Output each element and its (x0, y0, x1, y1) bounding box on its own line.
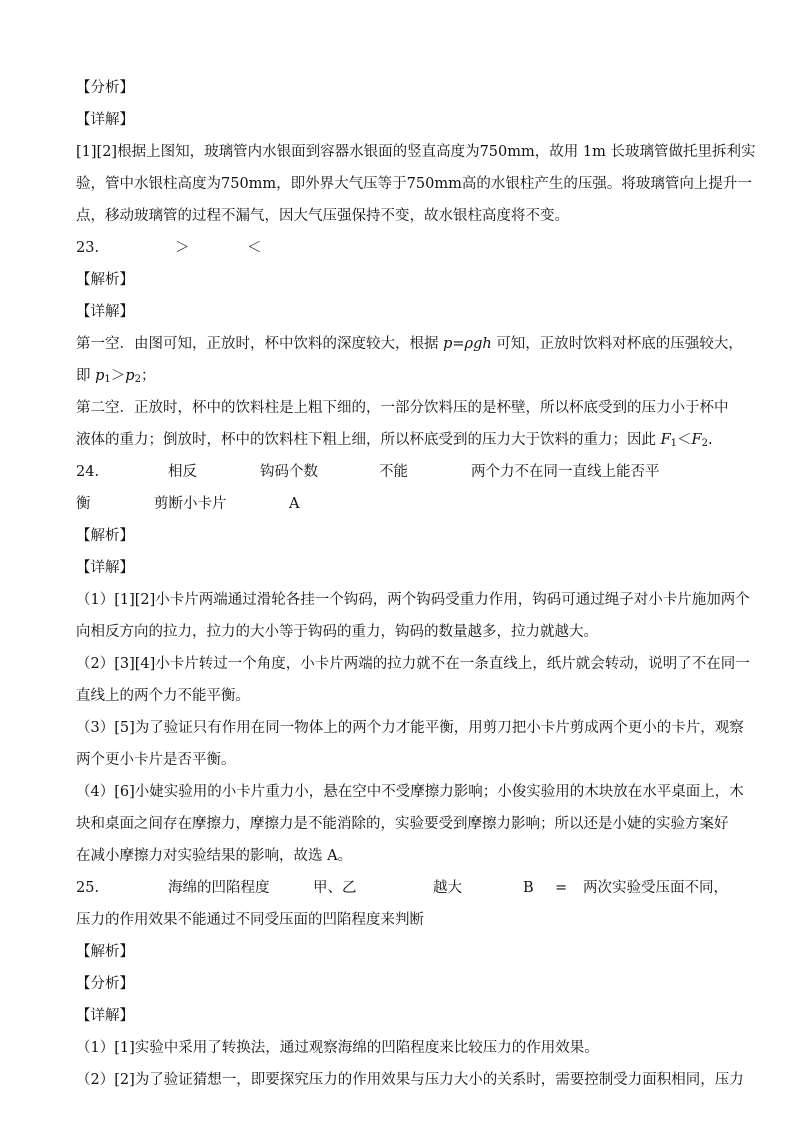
line-text: 第一空．由图可知，正放时，杯中饮料的深度较大，根据 (76, 336, 444, 352)
paragraph-line (76, 718, 744, 738)
section-heading-analysis (76, 974, 728, 994)
answer-blank: 衡 (76, 496, 91, 512)
subscript: 1 (670, 438, 678, 449)
paragraph-line (76, 846, 728, 866)
answer-blank: 越大 (433, 880, 462, 896)
line-text: （3）[5]为了验证只有作用在同一物体上的两个力才能平衡，用剪刀把小卡片剪成两个更小的卡片，观察 (76, 720, 744, 736)
subscript: 2 (134, 374, 141, 385)
line-text: ； (140, 368, 156, 384)
answer-blank: 钩码个数 (260, 464, 318, 480)
section-heading-analysis (76, 78, 728, 98)
answer-blank: 海绵的凹陷程度 (168, 880, 270, 896)
paragraph-line (76, 398, 728, 418)
line-text: 【详解】 (76, 560, 134, 576)
section-heading-solution (76, 270, 728, 290)
paragraph-line (76, 1070, 744, 1090)
answer-line-24-cont (76, 494, 728, 514)
answer-blank: A (289, 496, 300, 512)
answer-blank: 相反 (168, 464, 197, 480)
paragraph-line (76, 1038, 728, 1058)
paragraph-line (76, 750, 728, 770)
paragraph-line (76, 174, 752, 194)
section-heading-detail (76, 110, 728, 130)
answer-blank: ＜ (247, 240, 262, 256)
subscript: 2 (701, 438, 708, 449)
answer-blank: 剪断小卡片 (154, 496, 227, 512)
line-text: （1）[1]实验中采用了转换法，通过观察海绵的凹陷程度来比较压力的作用效果。 (76, 1040, 599, 1056)
section-heading-detail (76, 1006, 728, 1026)
line-text: 块和桌面之间存在摩擦力，摩擦力是不能消除的，实验要受到摩擦力影响；所以还是小婕的实验方案好 (76, 816, 729, 832)
line-text: 验，管中水银柱高度为750mm，即外界大气压等于750mm高的水银柱产生的压强。将玻璃管向上提升一 (76, 176, 752, 192)
paragraph-line (76, 814, 728, 834)
paragraph-line (76, 142, 756, 162)
answer-line-25 (76, 878, 728, 898)
line-text: 向相反方向的拉力，拉力的大小等于钩码的重力，钩码的数量越多，拉力就越大。 (76, 624, 598, 640)
paragraph-line (76, 366, 728, 386)
line-text: [1][2]根据上图知，玻璃管内水银面到容器水银面的竖直高度为750mm，故用 1m 长玻璃管做托里拆利实 (76, 144, 756, 160)
answer-blank: = (555, 880, 568, 896)
section-heading-detail (76, 302, 728, 322)
line-text: 【解析】 (76, 944, 134, 960)
line-text: 点，移动玻璃管的过程不漏气，因大气压强保持不变，故水银柱高度将不变。 (76, 208, 569, 224)
line-text: （2）[3][4]小卡片转过一个角度，小卡片两端的拉力就不在一条直线上，纸片就会转动，说明了不在同一 (76, 656, 750, 672)
paragraph-line (76, 686, 728, 706)
line-text: 在减小摩擦力对实验结果的影响，故选 A。 (76, 848, 353, 864)
subscript: 1 (104, 374, 111, 385)
line-text: . (707, 432, 713, 448)
line-text: 即 (76, 368, 96, 384)
line-text: 【详解】 (76, 304, 134, 320)
paragraph-line (76, 590, 750, 610)
section-heading-solution (76, 942, 728, 962)
section-heading-solution (76, 526, 728, 546)
question-number: 23. (76, 240, 100, 256)
line-text: （1）[1][2]小卡片两端通过滑轮各挂一个钩码，两个钩码受重力作用，钩码可通过绳子对小卡片施加两个 (76, 592, 750, 608)
line-text: 【分析】 (76, 80, 134, 96)
variable: F (691, 432, 702, 448)
paragraph-line (76, 782, 744, 802)
line-text: 可知，正放时饮料对杯底的压强较大， (491, 336, 743, 352)
paragraph-line (76, 654, 750, 674)
answer-blank: 两次实验受压面不同， (583, 880, 728, 896)
section-heading-detail (76, 558, 728, 578)
question-number: 25. (76, 880, 100, 896)
answer-blank: 甲、乙 (313, 880, 357, 896)
formula: p=ρgh (443, 336, 492, 352)
line-text: 液体的重力；倒放时，杯中的饮料柱下粗上细，所以杯底受到的压力大于饮料的重力；因此 (76, 432, 661, 448)
line-text: 直线上的两个力不能平衡。 (76, 688, 250, 704)
variable: F (660, 432, 671, 448)
paragraph-line (76, 334, 743, 354)
relation: ＜ (677, 432, 692, 448)
line-text: 【分析】 (76, 976, 134, 992)
line-text: 【详解】 (76, 112, 134, 128)
answer-blank: 两个力不在同一直线上能否平 (471, 464, 660, 480)
relation: ＞ (110, 368, 126, 384)
line-text: 第二空．正放时，杯中的饮料柱是上粗下细的，一部分饮料压的是杯壁，所以杯底受到的压力小于杯中 (76, 400, 729, 416)
answer-blank: 不能 (379, 464, 408, 480)
line-text: 【详解】 (76, 1008, 134, 1024)
line-text: 两个更小卡片是否平衡。 (76, 752, 236, 768)
line-text: （2）[2]为了验证猜想一，即要探究压力的作用效果与压力大小的关系时，需要控制受力面积相同，压力 (76, 1072, 744, 1088)
answer-line-23 (76, 238, 728, 258)
line-text: （4）[6]小婕实验用的小卡片重力小，悬在空中不受摩擦力影响；小俊实验用的木块放在水平桌面上，木 (76, 784, 744, 800)
line-text: 【解析】 (76, 528, 134, 544)
answer-blank: B (523, 880, 534, 896)
variable: p (125, 368, 135, 384)
answer-line-24 (76, 462, 728, 482)
variable: p (95, 368, 105, 384)
paragraph-line (76, 430, 728, 450)
paragraph-line (76, 910, 728, 930)
paragraph-line (76, 206, 728, 226)
line-text: 【解析】 (76, 272, 134, 288)
question-number: 24. (76, 464, 100, 480)
answer-blank: ＞ (175, 240, 190, 256)
line-text: 压力的作用效果不能通过不同受压面的凹陷程度来判断 (76, 912, 424, 928)
paragraph-line (76, 622, 728, 642)
